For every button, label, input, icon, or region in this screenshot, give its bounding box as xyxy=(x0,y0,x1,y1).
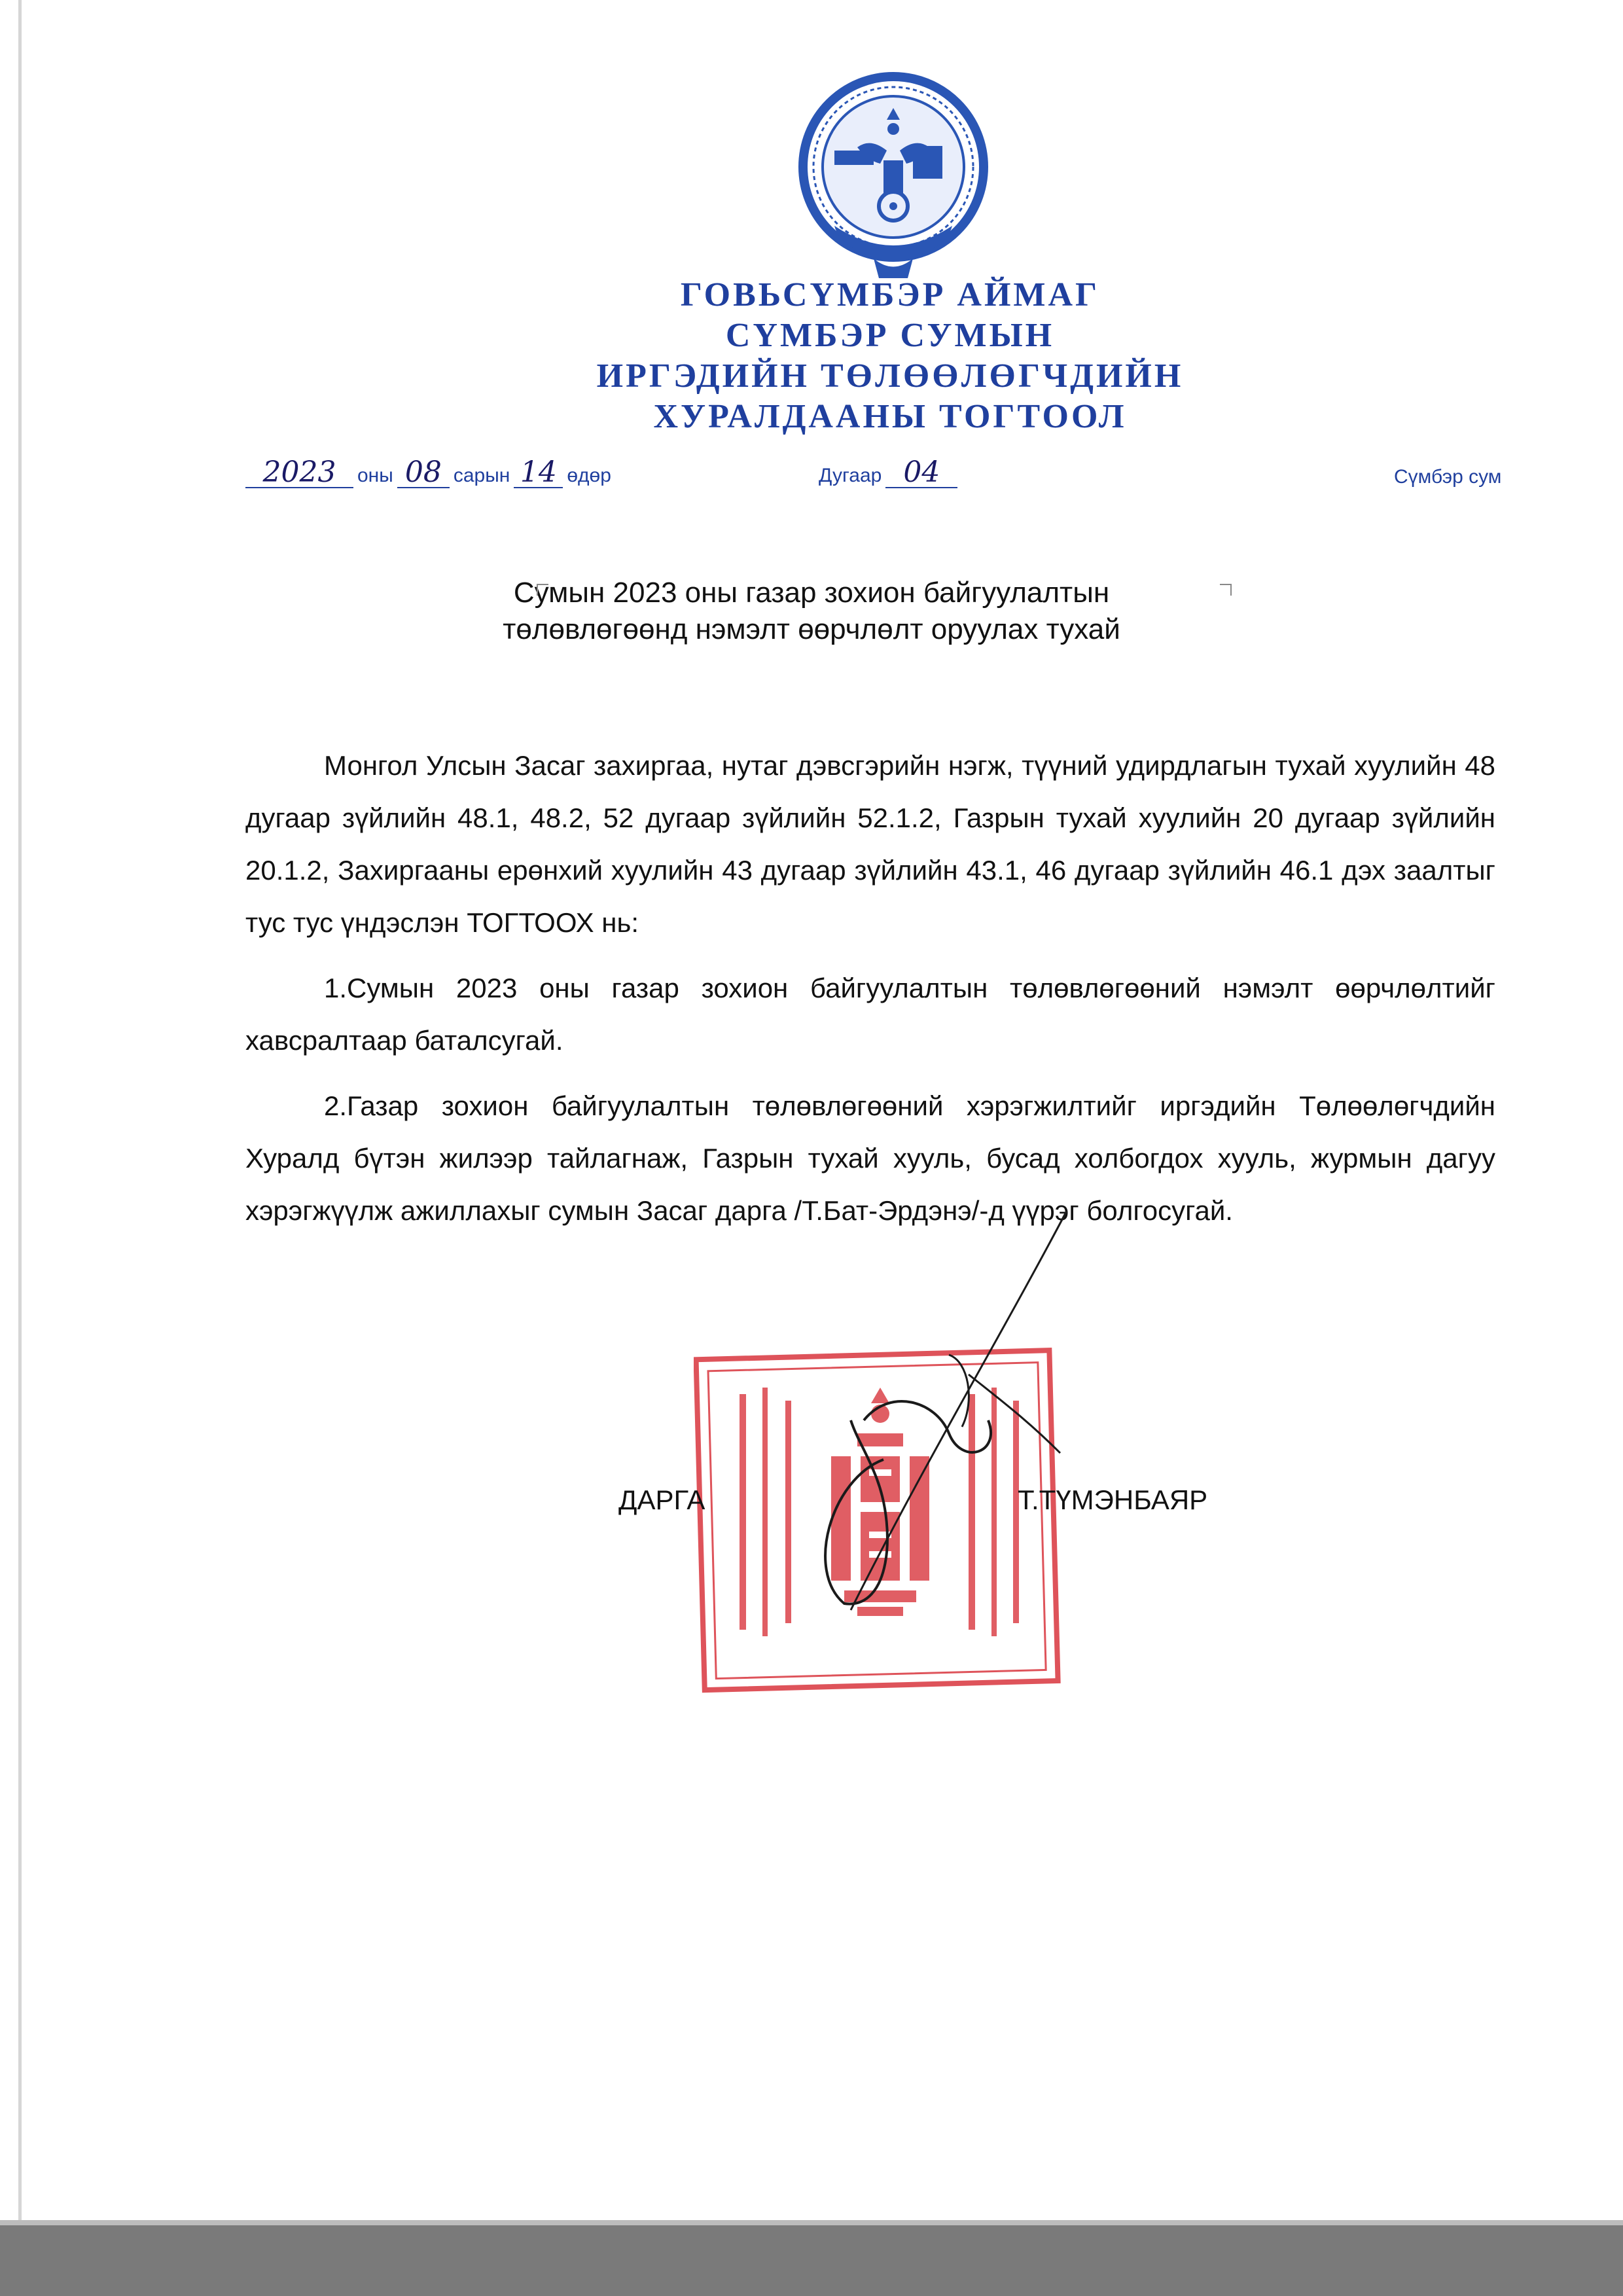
handwritten-signature xyxy=(753,1204,1093,1623)
scan-edge-bottom xyxy=(0,2225,1623,2296)
signatory-name: Т.ТҮМЭНБАЯР xyxy=(1018,1484,1208,1515)
header-aimag: ГОВЬСҮМБЭР АЙМАГ xyxy=(680,276,1100,314)
date-day: 14 xyxy=(514,458,563,488)
body-paragraph-2: 2.Газар зохион байгуулалтын төлөвлөгөөний хэрэгжилтийг иргэдийн Төлөөлөгчдийн Хуралд бүтэн жилээр тайлагнаж, Газрын тухай хууль, бусад холбогдох хууль, журмын дагуу хэрэгжүүлж ажиллахыг сумын Засаг дарга /Т.Бат-Эрдэнэ/-д үүрэг болгосугай. xyxy=(245,1090,1495,1226)
scan-edge-left xyxy=(18,0,22,2296)
header-council: ИРГЭДИЙН ТӨЛӨӨЛӨГЧДИЙН xyxy=(596,357,1184,395)
date-month-suffix: сарын xyxy=(453,465,510,486)
state-emblem-icon xyxy=(795,69,991,285)
place-name: Сүмбэр сум xyxy=(1394,466,1502,488)
date-month: 08 xyxy=(397,458,450,488)
title-bracket-right xyxy=(1220,584,1232,596)
number-label: Дугаар xyxy=(819,465,882,486)
title-line-1: Сумын 2023 оны газар зохион байгуулалтын xyxy=(513,577,1110,609)
document-header xyxy=(419,275,1361,437)
signatory-position: ДАРГА xyxy=(618,1484,705,1515)
document-body xyxy=(245,740,1495,1250)
date-day-suffix: өдөр xyxy=(567,465,611,486)
header-resolution: ХУРАЛДААНЫ ТОГТООЛ xyxy=(653,398,1127,435)
title-line-2: төлөвлөгөөнд нэмэлт өөрчлөлт оруулах тухай xyxy=(503,613,1120,645)
date-year-suffix: оны xyxy=(357,465,393,486)
date-year: 2023 xyxy=(245,458,353,488)
document-number: 04 xyxy=(885,458,957,488)
title-bracket-left xyxy=(537,584,548,596)
number-line xyxy=(815,458,957,488)
body-paragraph-1: 1.Сумын 2023 оны газар зохион байгуулалтын төлөвлөгөөний нэмэлт өөрчлөлтийг хавсралтаар баталсугай. xyxy=(245,973,1495,1056)
scan-edge-line xyxy=(0,2220,1623,2225)
header-sum: СҮМБЭР СУМЫН xyxy=(725,317,1055,354)
date-line xyxy=(245,458,615,488)
body-paragraph-preamble: Монгол Улсын Засаг захиргаа, нутаг дэвсгэрийн нэгж, түүний удирдлагын тухай хуулийн 48 дугаар зүйлийн 48.1, 48.2, 52 дугаар зүйлийн 52.1.2, Газрын тухай хуулийн 20 дугаар зүйлийн 20.1.2, Захиргааны ерөнхий хуулийн 43 дугаар зүйлийн 43.1, 46 дугаар зүйлийн 46.1 дэх заалтыг тус тус үндэслэн ТОГТООХ нь: xyxy=(245,750,1495,938)
